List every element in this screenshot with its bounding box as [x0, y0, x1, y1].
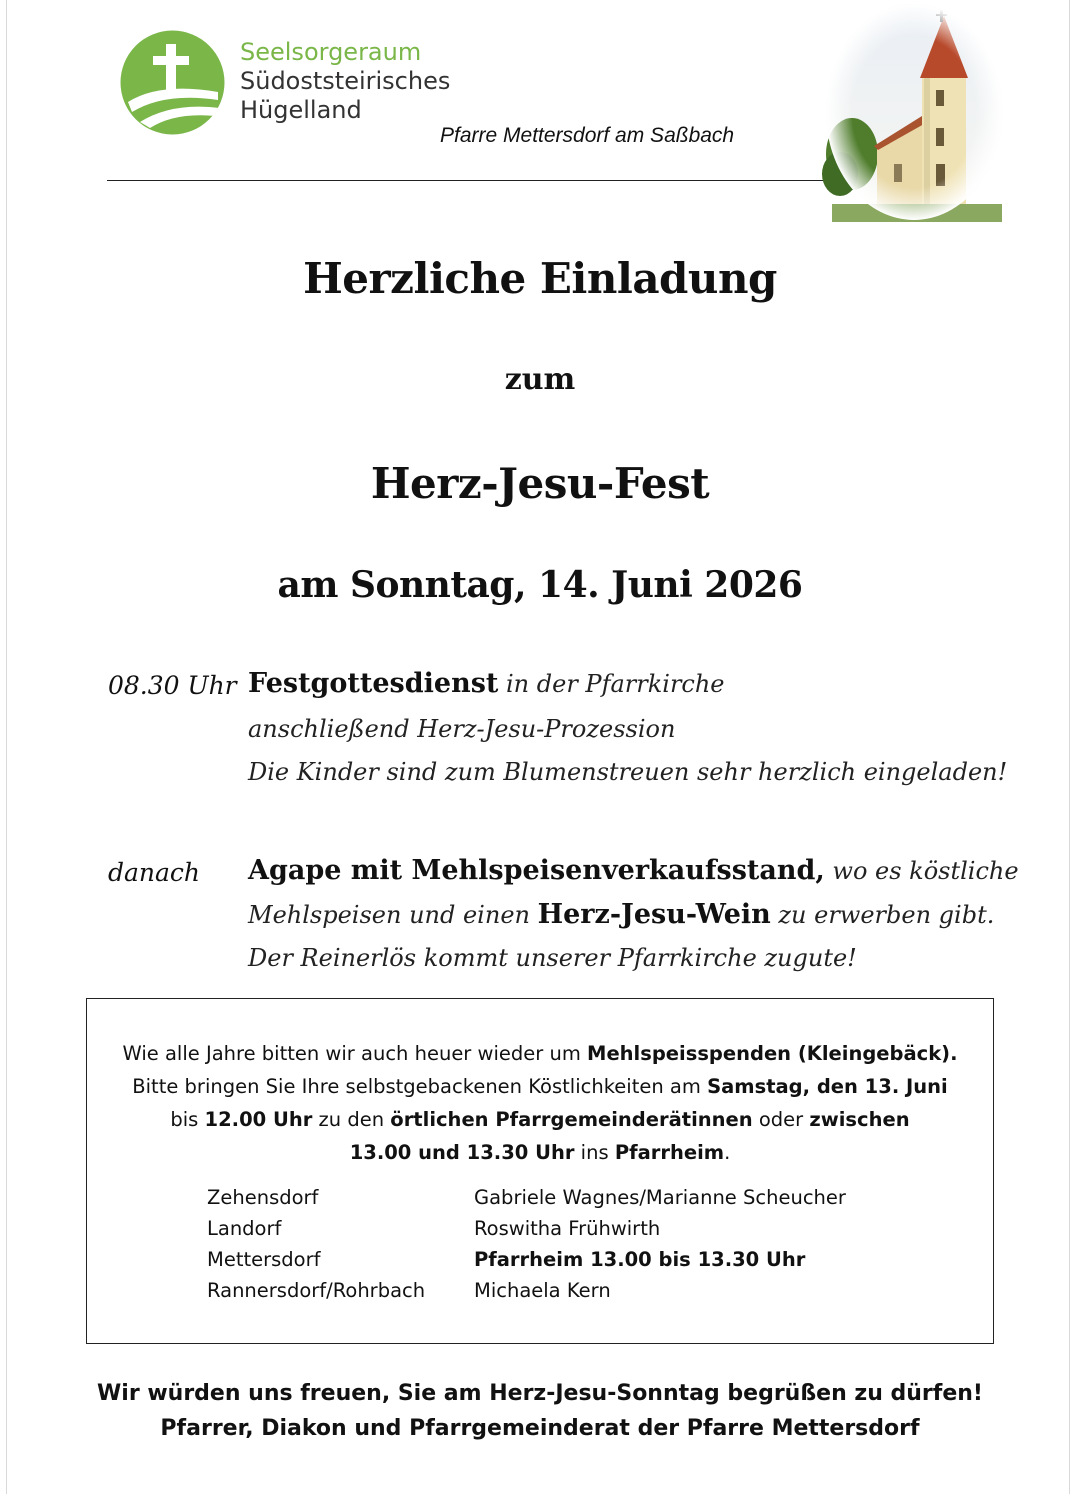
donation-date: Samstag, den 13. Juni: [707, 1075, 948, 1098]
donation-line-3: [87, 1103, 993, 1136]
program-2-line-1: [248, 855, 1019, 886]
header-divider: [107, 180, 827, 181]
donation-between: zwischen: [809, 1108, 910, 1131]
donation-line-2: [87, 1070, 993, 1103]
invitation-zum: zum: [504, 362, 576, 397]
cross-hills-logo-icon: [120, 30, 225, 135]
parish-name: Pfarre Mettersdorf am Saßbach: [440, 124, 735, 147]
donation-line-4-end: .: [724, 1141, 731, 1164]
contact-person: Pfarrheim 13.00 bis 13.30 Uhr: [474, 1248, 806, 1271]
contact-row: [207, 1182, 846, 1213]
contact-list: [207, 1182, 846, 1306]
donation-line-3-mid: zu den: [312, 1108, 391, 1131]
contact-place: Mettersdorf: [207, 1248, 321, 1271]
donation-line-3-or: oder: [752, 1108, 810, 1131]
program-time-1: 08.30 Uhr: [108, 671, 237, 700]
donation-line-1-text: Wie alle Jahre bitten wir auch heuer wieder um: [122, 1042, 588, 1065]
contact-person: Roswitha Frühwirth: [474, 1217, 661, 1240]
donation-box: [86, 998, 994, 1344]
donation-recipients: örtlichen Pfarrgemeinderätinnen: [390, 1108, 753, 1131]
org-line-1: Seelsorgeraum: [240, 38, 422, 66]
contact-place: Zehensdorf: [207, 1186, 319, 1209]
program-1-line-3: Die Kinder sind zum Blumenstreuen sehr herzlich eingeladen!: [248, 758, 1008, 786]
footer-greeting: Wir würden uns freuen, Sie am Herz-Jesu-Sonntag begrüßen zu dürfen!: [97, 1381, 983, 1406]
contact-person: Michaela Kern: [474, 1279, 611, 1302]
program-2-line-2-pre: Mehlspeisen und einen: [248, 901, 538, 929]
program-2-line-2: [248, 899, 994, 930]
donation-line-4: [87, 1136, 993, 1169]
donation-deadline: 12.00 Uhr: [204, 1108, 313, 1131]
program-1-line-1: [248, 668, 725, 699]
program-2-line-1-rest: wo es köstliche: [824, 857, 1019, 885]
program-2-line-3: Der Reinerlös kommt unserer Pfarrkirche zugute!: [248, 944, 857, 972]
program-time-2: danach: [108, 858, 201, 887]
program-2-title: Agape mit Mehlspeisenverkaufsstand,: [248, 855, 825, 886]
contact-place: Rannersdorf/Rohrbach: [207, 1279, 426, 1302]
church-photo-icon: [822, 4, 1002, 222]
footer-signature: Pfarrer, Diakon und Pfarrgemeinderat der Pfarre Mettersdorf: [160, 1416, 920, 1441]
donation-time-window: 13.00 und 13.30 Uhr: [349, 1141, 575, 1164]
contact-row: [207, 1244, 846, 1275]
contact-row: [207, 1275, 846, 1306]
donation-line-2-text: Bitte bringen Sie Ihre selbstgebackenen Köstlichkeiten am: [132, 1075, 708, 1098]
event-name: Herz-Jesu-Fest: [370, 459, 710, 508]
donation-location: Pfarrheim: [614, 1141, 725, 1164]
donation-request: Mehlspeisspenden (Kleingebäck).: [587, 1042, 958, 1065]
program-1-line-2: anschließend Herz-Jesu-Prozession: [248, 715, 676, 743]
program-1-title: Festgottesdienst: [248, 668, 499, 699]
event-date: am Sonntag, 14. Juni 2026: [277, 564, 803, 606]
invitation-title: Herzliche Einladung: [303, 254, 777, 303]
org-line-3: Hügelland: [240, 96, 362, 124]
program-2-line-2-post: zu erwerben gibt.: [770, 901, 995, 929]
donation-line-1: [87, 1037, 993, 1070]
donation-line-3-pre: bis: [170, 1108, 205, 1131]
donation-text: [87, 1037, 993, 1169]
contact-place: Landorf: [207, 1217, 282, 1240]
organization-name: [240, 38, 450, 125]
donation-line-4-mid: ins: [574, 1141, 615, 1164]
footer: [0, 1376, 1080, 1446]
program-1-location: in der Pfarrkirche: [498, 670, 725, 698]
contact-row: [207, 1213, 846, 1244]
contact-person: Gabriele Wagnes/Marianne Scheucher: [474, 1186, 846, 1209]
program-2-wine: Herz-Jesu-Wein: [537, 899, 771, 930]
org-line-2: Südoststeirisches: [240, 67, 451, 95]
